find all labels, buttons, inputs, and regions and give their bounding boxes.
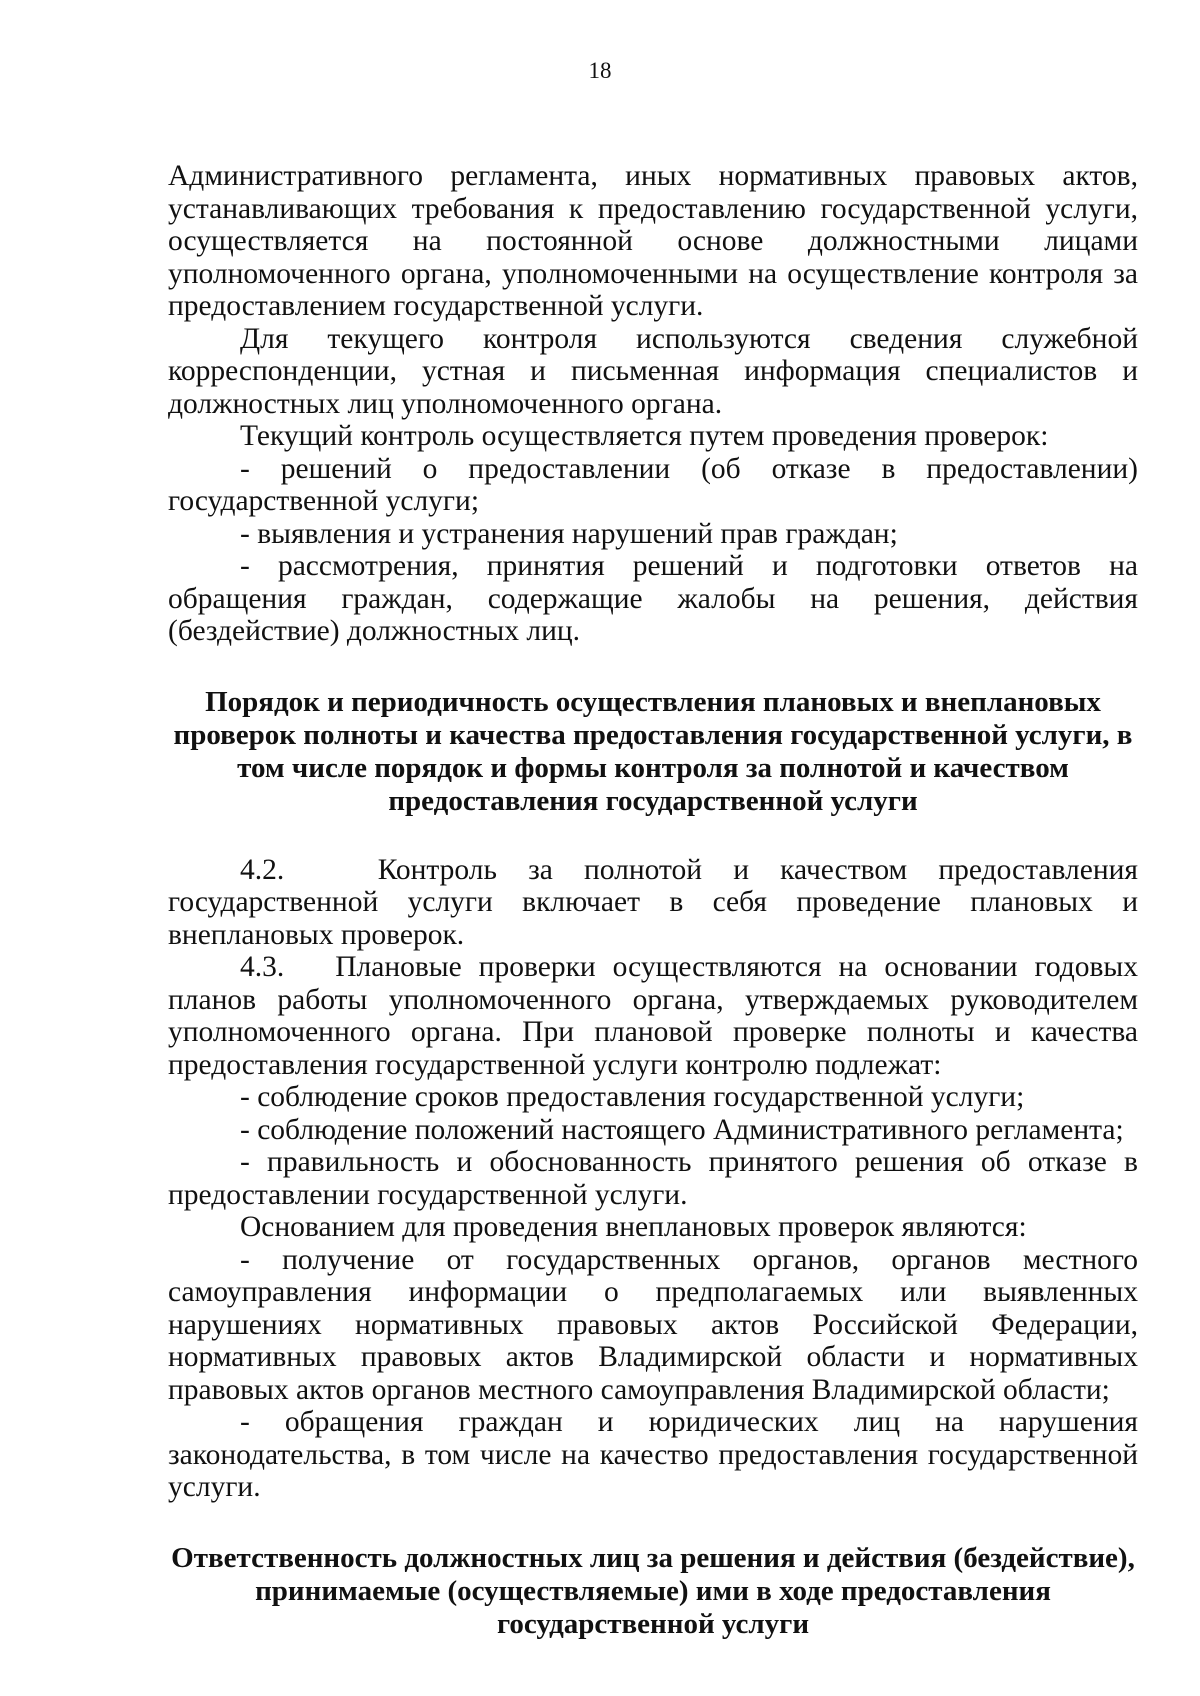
paragraph: Текущий контроль осуществляется путем проведения проверок: — [240, 420, 1049, 452]
section-heading: Ответственность должностных лиц за решения и действия (бездействие), принимаемые (осуществляемые) ими в ходе предоставления государственной услуги — [171, 1541, 1135, 1640]
list-item: - выявления и устранения нарушений прав граждан; — [240, 517, 898, 550]
document-body — [168, 160, 1146, 1641]
paragraph: Для текущего контроля используются сведения служебной корреспонденции, устная и письменная информация специалистов и должностных лиц уполномоченного органа. — [168, 322, 1138, 420]
list-item: - рассмотрения, принятия решений и подготовки ответов на обращения граждан, содержащие жалобы на решения, действия (бездействие) должностных лиц. — [168, 550, 1138, 647]
paragraph: 4.2. Контроль за полнотой и качеством предоставления государственной услуги включает в себя проведение плановых и внеплановых проверок. — [168, 853, 1146, 951]
paragraph: Основанием для проведения внеплановых проверок являются: — [240, 1211, 1027, 1243]
list-item: - получение от государственных органов, органов местного самоуправления информации о предполагаемых или выявленных нарушениях нормативных правовых актов Российской Федерации, нормативных правовых актов Владимирской области и нормативных правовых актов органов местного самоуправления Владимирской области; — [168, 1243, 1138, 1406]
list-item: - решений о предоставлении (об отказе в предоставлении) государственной услуги; — [168, 452, 1138, 517]
list-item: - обращения граждан и юридических лиц на нарушения законодательства, в том числе на качество предоставления государственной услуги. — [168, 1406, 1138, 1503]
section-heading: Порядок и периодичность осуществления плановых и внеплановых проверок полноты и качества предоставления государственной услуги, в том числе порядок и формы контроля за полнотой и качеством предоставления государственной услуги — [173, 685, 1133, 817]
page-number: 18 — [588, 58, 612, 83]
list-item: - правильность и обоснованность принятого решения об отказе в предоставлении государственной услуги. — [168, 1146, 1138, 1211]
list-item: - соблюдение положений настоящего Административного регламента; — [240, 1113, 1124, 1146]
paragraph: 4.3. Плановые проверки осуществляются на основании годовых планов работы уполномоченного органа, утверждаемых руководителем уполномоченного органа. При плановой проверке полноты и качества предоставления государственной услуги контролю подлежат: — [168, 951, 1146, 1081]
list-item: - соблюдение сроков предоставления государственной услуги; — [240, 1081, 1025, 1113]
paragraph: Административного регламента, иных нормативных правовых актов, устанавливающих требования к предоставлению государственной услуги, осуществляется на постоянной основе должностными лицами уполномоченного органа, уполномоченными на осуществление контроля за предоставлением государственной услуги. — [168, 160, 1138, 322]
